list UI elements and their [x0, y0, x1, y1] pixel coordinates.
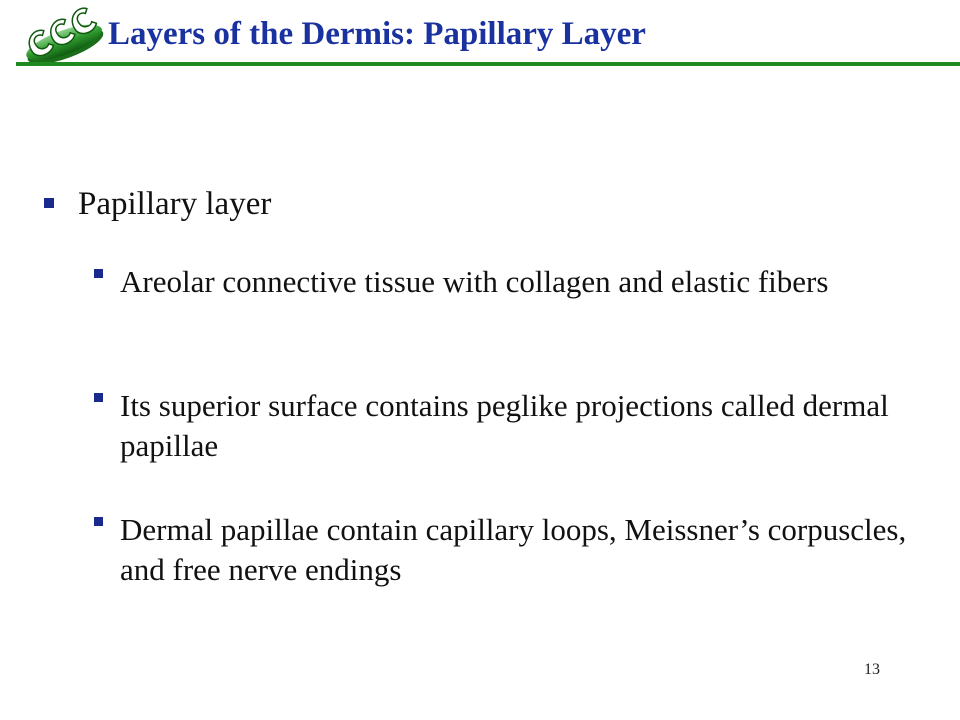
sub-bullet: Dermal papillae contain capillary loops, Meissner’s corpuscles, and free nerve endings: [120, 512, 907, 587]
sub-bullet: Its superior surface contains peglike projections called dermal papillae: [120, 388, 889, 463]
bullet-level1: Papillary layer: [78, 186, 272, 222]
title-underline: [16, 62, 960, 66]
bullet-square-icon: [94, 393, 103, 402]
ecc-logo-icon: [16, 5, 106, 63]
bullet-square-icon: [94, 517, 103, 526]
sub-bullet: Areolar connective tissue with collagen and elastic fibers: [120, 264, 829, 299]
slide-title: Layers of the Dermis: Papillary Layer: [108, 16, 646, 52]
bullet-square-icon: [94, 269, 103, 278]
bullet-square-icon: [44, 198, 54, 208]
page-number: 13: [864, 661, 880, 678]
